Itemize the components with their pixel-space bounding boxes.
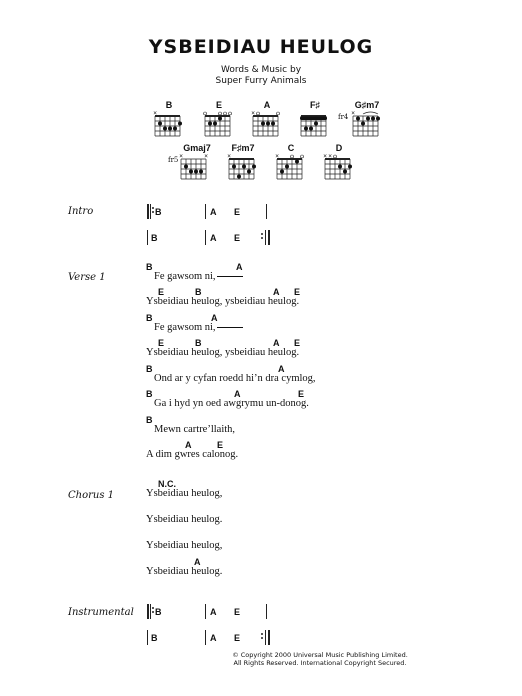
repeat-start-bar	[147, 204, 149, 219]
chord: E	[294, 338, 301, 348]
chord: A	[234, 389, 241, 399]
chord: E	[294, 287, 301, 297]
chord-diagram-gmaj7	[168, 143, 228, 183]
svg-text:×: ×	[153, 111, 158, 117]
svg-text:×: ×	[179, 154, 184, 160]
chord-diagram-name: Gmaj7	[183, 143, 211, 153]
chord: B	[151, 633, 158, 643]
chord-grid	[250, 111, 284, 137]
chord: B	[195, 338, 202, 348]
repeat-start-bar-thin	[150, 204, 151, 219]
chord-diagram-name: F♯m7	[231, 143, 255, 153]
chord: A	[273, 287, 280, 297]
chord-diagram-name: D	[335, 143, 343, 153]
chord: E	[234, 233, 241, 243]
chord-diagram-name: G♯m7	[354, 100, 380, 110]
lyric-line: Fe gawsom ni,	[154, 271, 243, 282]
chord-grid	[350, 111, 384, 137]
chord: E	[158, 338, 165, 348]
chord-diagram-c	[274, 143, 324, 183]
chord: B	[146, 415, 153, 425]
svg-text:×: ×	[251, 111, 256, 117]
lyric-line: Ysbeidiau heulog.	[146, 566, 223, 577]
chord: B	[155, 207, 162, 217]
chord: B	[155, 607, 162, 617]
chord: A	[236, 262, 243, 272]
chord-diagram-b	[152, 100, 202, 140]
chord-diagram-name: F♯	[310, 100, 320, 110]
chord-fret-label: fr4	[338, 113, 349, 121]
lyric-line: Ysbeidiau heulog,	[146, 540, 223, 551]
bar-line	[205, 604, 206, 619]
chord: B	[146, 313, 153, 323]
chord: E	[158, 287, 165, 297]
bar-line	[205, 630, 206, 645]
lyric-line: Ond ar y cyfan roedd hi’n dra cymlog,	[154, 373, 316, 384]
bar-line	[147, 230, 148, 245]
chord-nc: N.C.	[158, 479, 176, 489]
lyric-line: Ysbeidiau heulog.	[146, 514, 223, 525]
chord: A	[185, 440, 192, 450]
credit-line-1: Words & Music by	[220, 65, 302, 75]
repeat-end-bar-thin	[265, 630, 266, 645]
section-label-verse-1: Verse 1	[68, 272, 106, 283]
copyright-notice	[120, 651, 520, 667]
svg-text:×: ×	[328, 154, 333, 160]
repeat-dots	[261, 631, 264, 641]
chord-diagram-d	[322, 143, 372, 183]
lyric-line: Ysbeidiau heulog, ysbeidiau heulog.	[146, 296, 300, 307]
chord-grid	[202, 111, 236, 137]
chord-diagram-name: C	[287, 143, 295, 153]
lyric-line: Mewn cartre’llaith,	[154, 424, 236, 435]
svg-text:×: ×	[351, 111, 356, 117]
lyric-line: Ysbeidiau heulog,	[146, 488, 223, 499]
svg-text:×: ×	[227, 154, 232, 160]
section-label-intro: Intro	[68, 206, 94, 217]
repeat-start-bar-thin	[150, 604, 151, 619]
lyric-line: A dim gwres calonog.	[146, 449, 239, 460]
chord: E	[234, 607, 241, 617]
lyric-line: Fe gawsom ni,	[154, 322, 243, 333]
svg-text:×: ×	[204, 154, 209, 160]
chord: A	[210, 633, 217, 643]
repeat-end-bar	[268, 230, 270, 245]
section-label-chorus-1: Chorus 1	[68, 490, 115, 501]
bar-line	[266, 204, 267, 219]
chord-diagram-e	[202, 100, 252, 140]
chord: E	[298, 389, 305, 399]
chord-diagram-g-sharp-m7	[338, 100, 396, 140]
svg-text:×: ×	[275, 154, 280, 160]
bar-line	[147, 630, 148, 645]
chord-diagram-f-sharp-m7	[226, 143, 276, 183]
chord-diagram-name: A	[263, 100, 271, 110]
chord: A	[210, 607, 217, 617]
lyric-line: Ysbeidiau heulog, ysbeidiau heulog.	[146, 347, 300, 358]
chord: A	[273, 338, 280, 348]
chord: B	[146, 389, 153, 399]
chord: A	[210, 207, 217, 217]
chord: E	[234, 633, 241, 643]
chord-grid	[298, 111, 332, 137]
chord-diagram-name: B	[165, 100, 173, 110]
chord: A	[210, 233, 217, 243]
bar-line	[266, 604, 267, 619]
repeat-start-bar	[147, 604, 149, 619]
copyright-line-2: All Rights Reserved. International Copyright Secured.	[233, 659, 407, 667]
chord-diagram-a	[250, 100, 300, 140]
chord: A	[211, 313, 218, 323]
svg-text:×: ×	[323, 154, 328, 160]
chord: B	[146, 364, 153, 374]
credit-line-2: Super Furry Animals	[215, 76, 307, 86]
bar-line	[205, 230, 206, 245]
repeat-end-bar	[268, 630, 270, 645]
chord-diagram-name: E	[215, 100, 222, 110]
chord-grid	[322, 154, 356, 180]
chord-grid	[178, 154, 212, 180]
chord: B	[151, 233, 158, 243]
chord: E	[217, 440, 224, 450]
chord-grid	[226, 154, 260, 180]
chord: A	[194, 557, 201, 567]
song-title: YSBEIDIAU HEULOG	[148, 36, 374, 58]
chord: E	[234, 207, 241, 217]
copyright-line-1: © Copyright 2000 Universal Music Publishing Limited.	[232, 651, 408, 659]
chord-fret-label: fr5	[168, 156, 179, 164]
repeat-end-bar-thin	[265, 230, 266, 245]
bar-line	[205, 204, 206, 219]
chord: A	[278, 364, 285, 374]
section-label-instrumental: Instrumental	[68, 607, 134, 618]
chord-grid	[152, 111, 186, 137]
lyric-line: Ga i hyd yn oed awgrymu un-donog.	[154, 398, 309, 409]
repeat-dots	[261, 231, 264, 241]
chord-grid	[274, 154, 308, 180]
chord: B	[195, 287, 202, 297]
chord: B	[146, 262, 153, 272]
